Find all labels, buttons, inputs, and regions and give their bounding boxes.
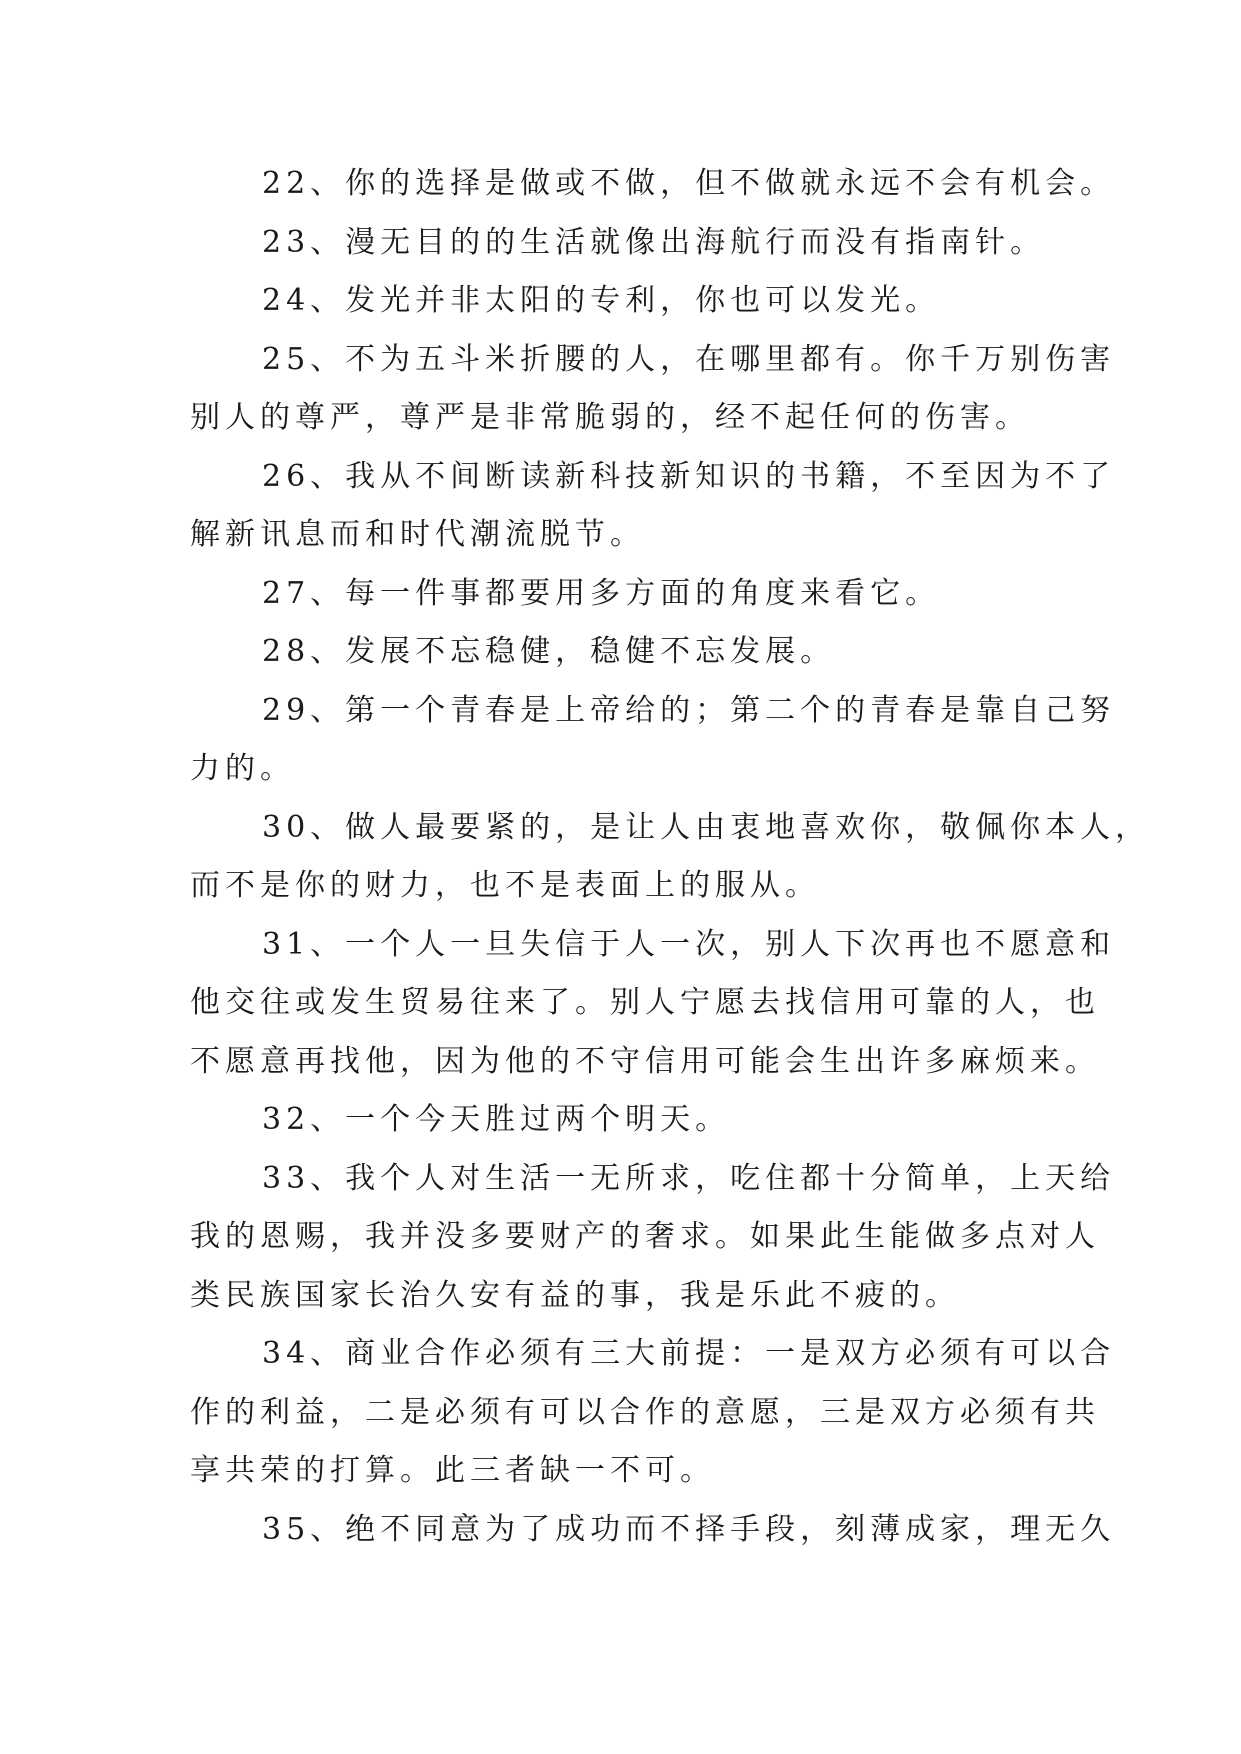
paragraph-line: 而不是你的财力，也不是表面上的服从。 [190, 868, 820, 903]
paragraph-27 [190, 565, 1060, 624]
paragraph-line: 力的。 [190, 751, 295, 786]
paragraph-line: 22、你的选择是做或不做，但不做就永远不会有机会。 [262, 166, 1116, 201]
paragraph-line: 23、漫无目的的生活就像出海航行而没有指南针。 [262, 224, 1046, 260]
paragraph-line: 他交往或发生贸易往来了。别人宁愿去找信用可靠的人，也 [190, 985, 1100, 1020]
paragraph-line: 别人的尊严，尊严是非常脆弱的，经不起任何的伤害。 [190, 400, 1030, 435]
paragraph-line: 类民族国家长治久安有益的事，我是乐此不疲的。 [190, 1277, 960, 1313]
paragraph-29 [190, 682, 1116, 799]
paragraph-line: 33、我个人对生活一无所求，吃住都十分简单，上天给 [262, 1160, 1116, 1196]
paragraph-line: 32、一个今天胜过两个明天。 [262, 1102, 731, 1137]
paragraph-line: 25、不为五斗米折腰的人，在哪里都有。你千万别伤害 [262, 341, 1116, 377]
paragraph-line: 24、发光并非太阳的专利，你也可以发光。 [262, 283, 941, 318]
paragraph-line: 解新讯息而和时代潮流脱节。 [190, 517, 645, 552]
paragraph-30 [190, 799, 1151, 916]
document-body [190, 155, 1151, 1559]
paragraph-line: 35、绝不同意为了成功而不择手段，刻薄成家，理无久 [262, 1511, 1116, 1547]
paragraph-line: 26、我从不间断读新科技新知识的书籍，不至因为不了 [262, 458, 1116, 494]
paragraph-24 [190, 272, 1060, 331]
paragraph-26 [190, 448, 1116, 565]
paragraph-line: 34、商业合作必须有三大前提：一是双方必须有可以合 [262, 1336, 1116, 1371]
paragraph-line: 28、发展不忘稳健，稳健不忘发展。 [262, 634, 836, 669]
paragraph-25 [190, 331, 1116, 448]
paragraph-34 [190, 1325, 1116, 1501]
paragraph-28 [190, 623, 1060, 682]
paragraph-line: 作的利益，二是必须有可以合作的意愿，三是双方必须有共 [190, 1394, 1100, 1430]
paragraph-line: 29、第一个青春是上帝给的；第二个的青春是靠自己努 [262, 692, 1116, 728]
paragraph-35 [190, 1501, 1116, 1560]
paragraph-line: 27、每一件事都要用多方面的角度来看它。 [262, 575, 941, 611]
paragraph-23 [190, 214, 1060, 273]
paragraph-line: 31、一个人一旦失信于人一次，别人下次再也不愿意和 [262, 926, 1116, 962]
paragraph-33 [190, 1150, 1116, 1326]
paragraph-line: 不愿意再找他，因为他的不守信用可能会生出许多麻烦来。 [190, 1043, 1100, 1079]
paragraph-line: 30、做人最要紧的，是让人由衷地喜欢你，敬佩你本人， [262, 809, 1151, 845]
paragraph-32 [190, 1091, 1060, 1150]
paragraph-22 [190, 155, 1116, 214]
paragraph-line: 我的恩赐，我并没多要财产的奢求。如果此生能做多点对人 [190, 1219, 1100, 1254]
paragraph-line: 享共荣的打算。此三者缺一不可。 [190, 1453, 715, 1488]
paragraph-31 [190, 916, 1116, 1092]
